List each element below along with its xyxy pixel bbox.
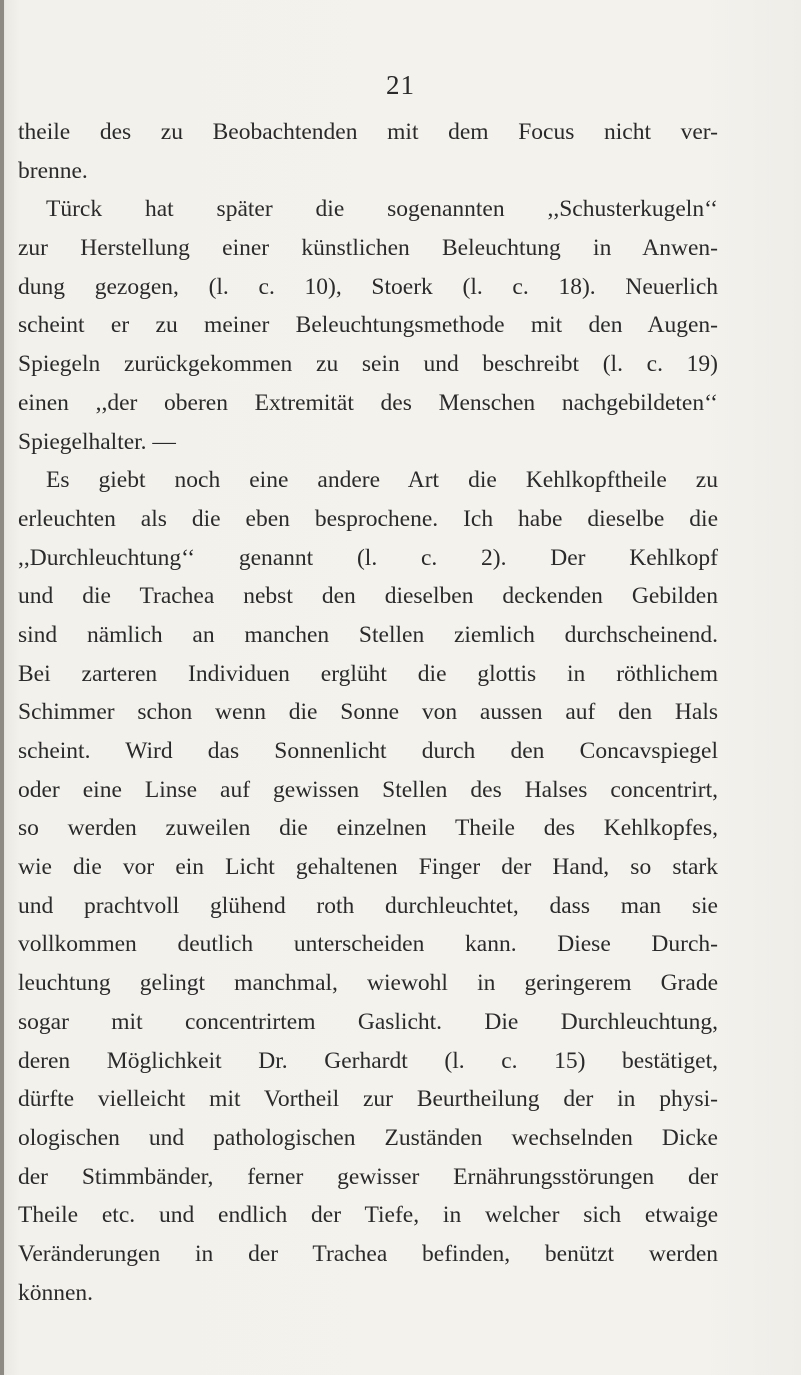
- text-line: brenne.: [18, 157, 88, 184]
- text-line: leuchtung gelingt manchmal, wiewohl in geringerem Grade: [18, 970, 718, 997]
- text-line: Schimmer schon wenn die Sonne von aussen auf den Hals: [18, 699, 718, 726]
- text-line: sogar mit concentrirtem Gaslicht. Die Durchleuchtung,: [18, 1008, 718, 1035]
- text-line: der Stimmbänder, ferner gewisser Ernährungsstörungen der: [18, 1163, 718, 1190]
- text-line: so werden zuweilen die einzelnen Theile des Kehlkopfes,: [18, 815, 718, 842]
- text-line: Theile etc. und endlich der Tiefe, in welcher sich etwaige: [18, 1202, 718, 1229]
- text-line: und die Trachea nebst den dieselben deckenden Gebilden: [18, 583, 718, 610]
- text-line: Spiegeln zurückgekommen zu sein und beschreibt (l. c. 19): [18, 351, 718, 378]
- text-line: Es giebt noch eine andere Art die Kehlkopftheile zu: [46, 467, 718, 494]
- page-number: 21: [386, 70, 415, 100]
- text-line: einen ,,der oberen Extremität des Menschen nachgebildeten‘‘: [18, 389, 718, 416]
- text-line: dung gezogen, (l. c. 10), Stoerk (l. c. 18). Neuerlich: [18, 273, 718, 300]
- body-text: [18, 113, 718, 1312]
- page-binding-edge: [0, 0, 4, 1375]
- text-line: wie die vor ein Licht gehaltenen Finger der Hand, so stark: [18, 854, 718, 881]
- text-line: können.: [18, 1279, 94, 1306]
- text-line: sind nämlich an manchen Stellen ziemlich durchscheinend.: [18, 621, 718, 648]
- text-line: Veränderungen in der Trachea befinden, benützt werden: [18, 1240, 718, 1267]
- text-line: ,,Durchleuchtung‘‘ genannt (l. c. 2). Der Kehlkopf: [18, 544, 718, 571]
- text-line: scheint. Wird das Sonnenlicht durch den Concavspiegel: [18, 738, 718, 764]
- text-line: vollkommen deutlich unterscheiden kann. Diese Durch-: [18, 931, 718, 958]
- text-line: Bei zarteren Individuen erglüht die glottis in röthlichem: [18, 660, 718, 687]
- text-line: scheint er zu meiner Beleuchtungsmethode mit den Augen-: [18, 312, 718, 339]
- text-line: dürfte vielleicht mit Vortheil zur Beurtheilung der in physi-: [18, 1086, 718, 1113]
- text-line: theile des zu Beobachtenden mit dem Focus nicht ver-: [18, 119, 718, 145]
- text-line: deren Möglichkeit Dr. Gerhardt (l. c. 15) bestätiget,: [18, 1047, 718, 1074]
- text-line: und prachtvoll glühend roth durchleuchtet, dass man sie: [18, 892, 718, 919]
- text-line: Türck hat später die sogenannten ,,Schusterkugeln‘‘: [46, 196, 718, 223]
- text-line: erleuchten als die eben besprochene. Ich habe dieselbe die: [18, 505, 718, 532]
- text-line: oder eine Linse auf gewissen Stellen des Halses concentrirt,: [18, 776, 718, 803]
- text-line: zur Herstellung einer künstlichen Beleuchtung in Anwen-: [18, 235, 718, 262]
- text-line: Spiegelhalter. —: [18, 428, 176, 455]
- text-line: ologischen und pathologischen Zuständen wechselnden Dicke: [18, 1124, 718, 1151]
